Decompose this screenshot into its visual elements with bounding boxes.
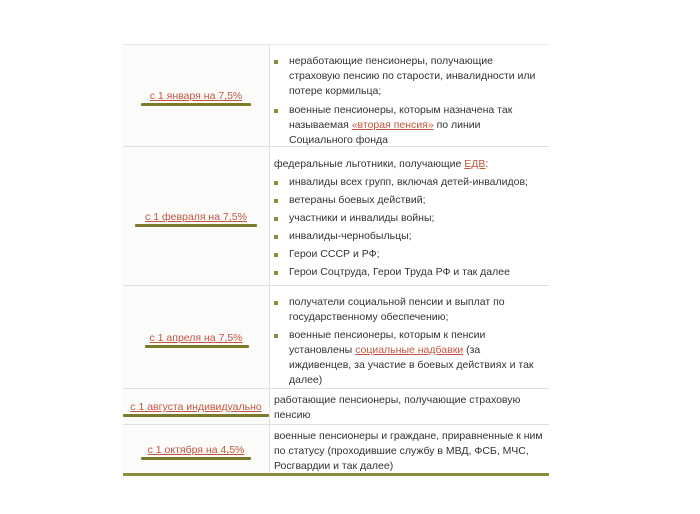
list-item: ветераны боевых действий; bbox=[270, 193, 543, 208]
recipients-text: работающие пенсионеры, получающие страховую пенсию bbox=[274, 394, 521, 421]
date-underline bbox=[123, 414, 269, 417]
list-item: участники и инвалиды войны; bbox=[270, 211, 543, 226]
recipients-cell bbox=[270, 147, 549, 285]
edv-link[interactable]: ЕДВ bbox=[464, 158, 486, 170]
recipients-cell bbox=[270, 389, 549, 424]
table-row bbox=[123, 45, 549, 147]
date-underline bbox=[135, 224, 257, 227]
date-link-february[interactable]: с 1 февраля на 7,5% bbox=[145, 211, 247, 223]
date-underline bbox=[145, 345, 249, 348]
table-row bbox=[123, 147, 549, 286]
date-link-january[interactable]: с 1 января на 7,5% bbox=[149, 90, 243, 102]
second-pension-link[interactable]: «вторая пенсия» bbox=[351, 119, 434, 131]
date-link-october[interactable]: с 1 октября на 4,5% bbox=[147, 444, 245, 456]
recipients-text: военные пенсионеры и граждане, приравненные к ним по статусу (проходившие службу в МВД, ФСБ, МЧС, Росгвардии и так далее) bbox=[274, 430, 543, 472]
date-cell bbox=[123, 147, 270, 285]
date-cell bbox=[123, 425, 270, 473]
list-item: неработающие пенсионеры, получающие страховую пенсию по старости, инвалидности или потере кормильца; bbox=[270, 54, 543, 99]
recipients-cell bbox=[270, 286, 549, 388]
list-item: Герои Соцтруда, Герои Труда РФ и так далее bbox=[270, 265, 543, 280]
date-underline bbox=[141, 103, 251, 106]
date-cell bbox=[123, 389, 270, 424]
recipients-cell bbox=[270, 45, 549, 146]
list-item: военные пенсионеры, которым назначена так называемая «вторая пенсия» по линии Социального фонда bbox=[270, 103, 543, 148]
list-item: Герои СССР и РФ; bbox=[270, 247, 543, 262]
recipients-cell bbox=[270, 425, 549, 473]
list-item: инвалиды-чернобыльцы; bbox=[270, 229, 543, 244]
social-supplements-link[interactable]: социальные надбавки bbox=[355, 344, 464, 356]
list-item: получатели социальной пенсии и выплат по государственному обеспечению; bbox=[270, 295, 543, 325]
table-row bbox=[123, 389, 549, 425]
list-item: инвалиды всех групп, включая детей-инвалидов; bbox=[270, 175, 543, 190]
table-row bbox=[123, 286, 549, 389]
table-row bbox=[123, 425, 549, 476]
indexation-table bbox=[123, 44, 549, 476]
date-cell bbox=[123, 286, 270, 388]
date-link-april[interactable]: с 1 апреля на 7,5% bbox=[149, 332, 243, 344]
list-item: военные пенсионеры, которым к пенсии установлены социальные надбавки (за иждивенцев, за участие в боевых действиях и так далее) bbox=[270, 328, 543, 388]
date-underline bbox=[141, 457, 251, 460]
date-cell bbox=[123, 45, 270, 146]
date-link-august[interactable]: с 1 августа индивидуально bbox=[130, 401, 262, 413]
intro-text: федеральные льготники, получающие ЕДВ: bbox=[274, 158, 489, 170]
